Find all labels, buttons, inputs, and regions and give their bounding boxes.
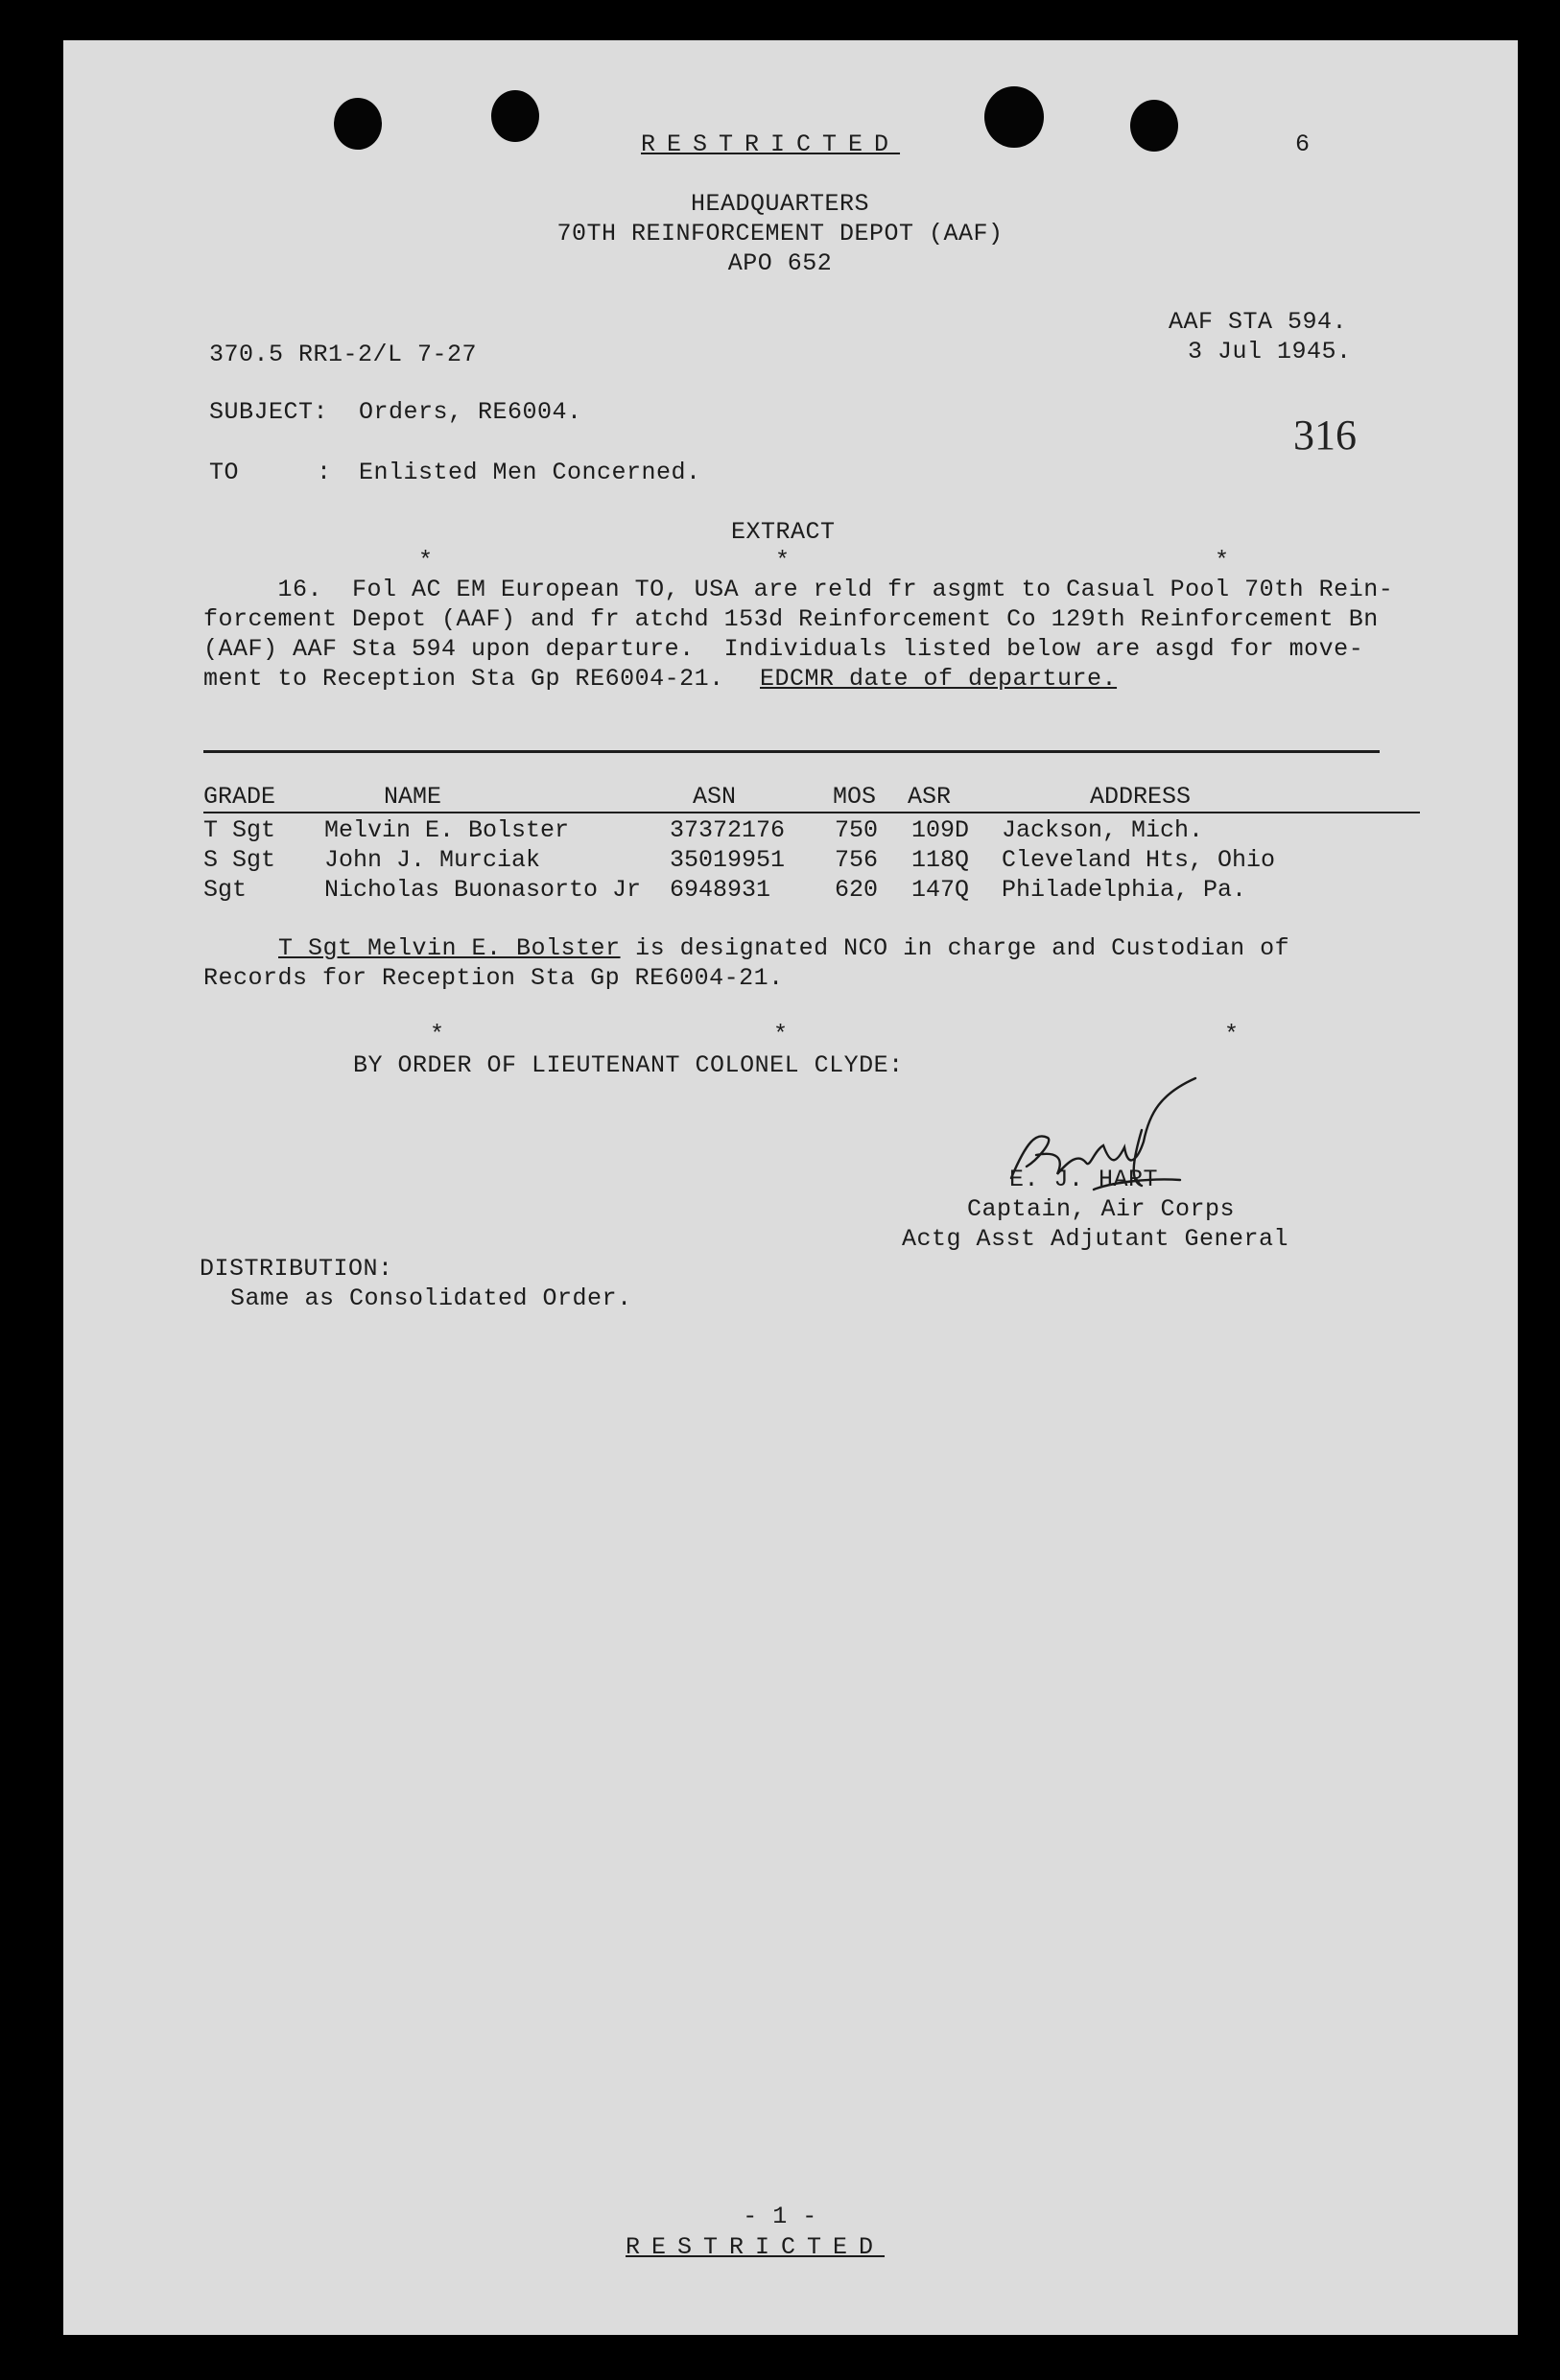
cell-mos: 756 bbox=[835, 846, 879, 874]
classification-top: RESTRICTED bbox=[641, 130, 901, 158]
cell-address: Philadelphia, Pa. bbox=[1002, 876, 1247, 904]
to-label: TO bbox=[209, 459, 240, 486]
omission-star: * bbox=[418, 547, 434, 575]
punch-hole bbox=[491, 90, 539, 142]
org-line-1: HEADQUARTERS bbox=[690, 190, 870, 218]
stamp-number: 316 bbox=[1293, 412, 1357, 459]
cell-name: John J. Murciak bbox=[324, 846, 541, 874]
omission-star: * bbox=[1224, 1021, 1240, 1049]
distribution-label: DISTRIBUTION: bbox=[200, 1255, 393, 1283]
cell-mos: 750 bbox=[835, 816, 879, 844]
subject-value: Orders, RE6004. bbox=[359, 398, 582, 426]
cell-name: Melvin E. Bolster bbox=[324, 816, 570, 844]
file-number: 370.5 RR1-2/L 7-27 bbox=[209, 341, 478, 368]
station: AAF STA 594. bbox=[1169, 308, 1348, 336]
col-asn: ASN bbox=[693, 783, 737, 811]
designated-nco-name: T Sgt Melvin E. Bolster bbox=[278, 934, 621, 962]
classification-bottom: RESTRICTED bbox=[626, 2233, 886, 2261]
col-name: NAME bbox=[384, 783, 442, 811]
cell-grade: Sgt bbox=[203, 876, 248, 904]
paragraph-line: 16. Fol AC EM European TO, USA are reld fr asgmt to Casual Pool 70th Rein- bbox=[203, 576, 1394, 603]
table-header-rule bbox=[203, 812, 1420, 813]
paragraph-underlined: EDCMR date of departure. bbox=[760, 665, 1118, 693]
signer-name: E. J. HART bbox=[1009, 1166, 1159, 1193]
omission-star: * bbox=[775, 547, 791, 575]
col-grade: GRADE bbox=[203, 783, 276, 811]
designation-line-2: Records for Reception Sta Gp RE6004-21. bbox=[203, 964, 784, 992]
cell-mos: 620 bbox=[835, 876, 879, 904]
cell-asn: 6948931 bbox=[670, 876, 771, 904]
omission-star: * bbox=[430, 1021, 445, 1049]
cell-grade: T Sgt bbox=[203, 816, 276, 844]
to-value: Enlisted Men Concerned. bbox=[359, 459, 701, 486]
punch-hole bbox=[984, 86, 1044, 148]
cell-asr: 109D bbox=[911, 816, 970, 844]
omission-star: * bbox=[773, 1021, 789, 1049]
document-page bbox=[63, 40, 1518, 2335]
col-address: ADDRESS bbox=[1090, 783, 1192, 811]
to-separator: : bbox=[317, 459, 332, 486]
col-asr: ASR bbox=[908, 783, 952, 811]
omission-star: * bbox=[1215, 547, 1230, 575]
signer-position: Actg Asst Adjutant General bbox=[902, 1225, 1289, 1253]
section-rule bbox=[203, 750, 1380, 753]
punch-hole bbox=[334, 98, 382, 150]
col-mos: MOS bbox=[833, 783, 877, 811]
footer-page: - 1 - bbox=[743, 2203, 817, 2230]
subject-label: SUBJECT: bbox=[209, 398, 329, 426]
order-date: 3 Jul 1945. bbox=[1188, 338, 1352, 365]
extract-title: EXTRACT bbox=[731, 518, 836, 546]
paragraph-line: forcement Depot (AAF) and fr atchd 153d Reinforcement Co 129th Reinforcement Bn bbox=[203, 605, 1379, 633]
page-number: 6 bbox=[1295, 130, 1311, 158]
order-authority: BY ORDER OF LIEUTENANT COLONEL CLYDE: bbox=[353, 1051, 904, 1079]
designation-text: is designated NCO in charge and Custodian of bbox=[620, 934, 1290, 962]
signer-title: Captain, Air Corps bbox=[967, 1195, 1236, 1223]
cell-grade: S Sgt bbox=[203, 846, 276, 874]
paragraph-line: ment to Reception Sta Gp RE6004-21. bbox=[203, 665, 724, 693]
cell-asn: 37372176 bbox=[670, 816, 786, 844]
paragraph-line: (AAF) AAF Sta 594 upon departure. Individuals listed below are asgd for move- bbox=[203, 635, 1364, 663]
cell-address: Jackson, Mich. bbox=[1002, 816, 1204, 844]
cell-name: Nicholas Buonasorto Jr bbox=[324, 876, 642, 904]
cell-asr: 147Q bbox=[911, 876, 970, 904]
designation-line-1 bbox=[278, 934, 1289, 962]
cell-asr: 118Q bbox=[911, 846, 970, 874]
org-line-3: APO 652 bbox=[727, 249, 833, 277]
punch-hole bbox=[1130, 100, 1178, 152]
cell-address: Cleveland Hts, Ohio bbox=[1002, 846, 1276, 874]
distribution-value: Same as Consolidated Order. bbox=[230, 1284, 632, 1312]
cell-asn: 35019951 bbox=[670, 846, 786, 874]
org-line-2: 70TH REINFORCEMENT DEPOT (AAF) bbox=[556, 220, 1004, 247]
